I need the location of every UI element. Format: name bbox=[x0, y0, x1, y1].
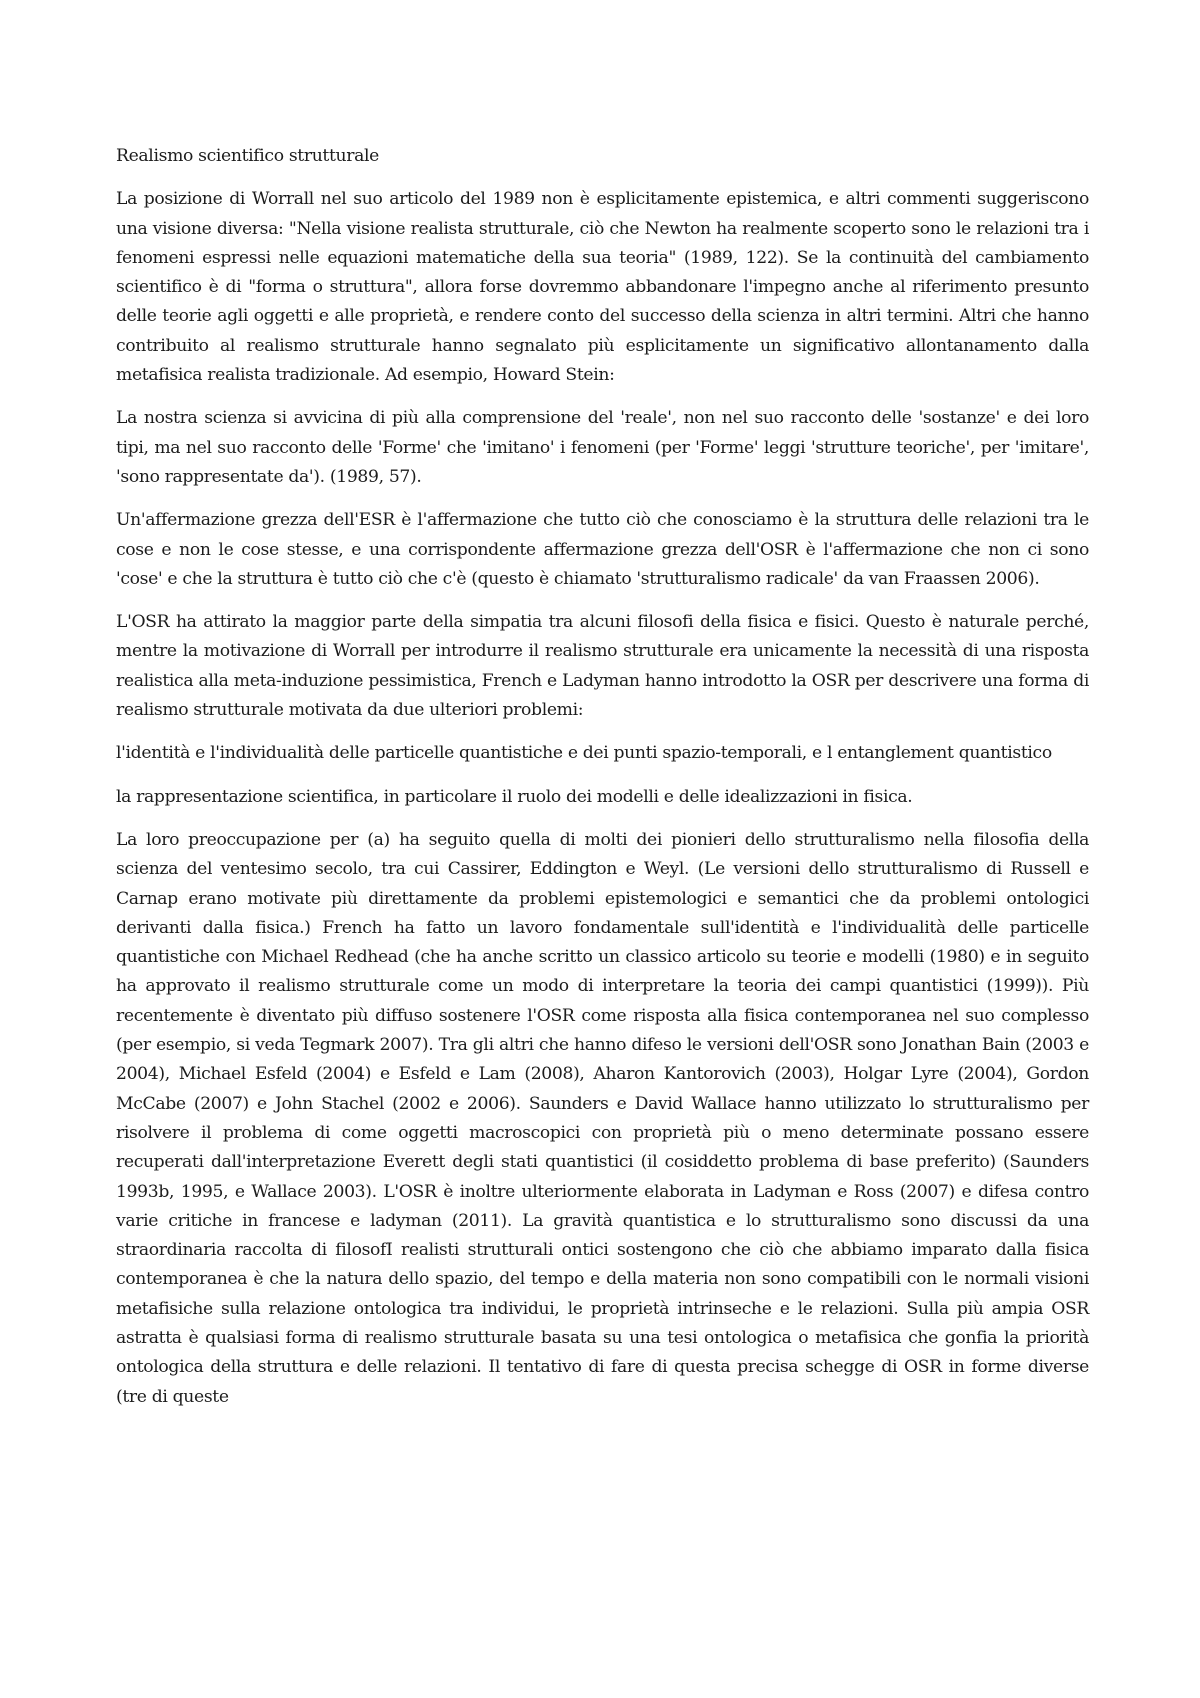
list-item-problem-b: la rappresentazione scientifica, in particolare il ruolo dei modelli e delle idealizzazioni in fisica. bbox=[116, 786, 913, 807]
list-item-problem-a: l'identità e l'individualità delle particelle quantistiche e dei punti spazio-temporali, e l entanglement quantistico bbox=[116, 743, 1052, 764]
paragraph-stein-quote: La nostra scienza si avvicina di più alla comprensione del 'reale', non nel suo racconto delle 'sostanze' e dei loro tipi, ma nel suo racconto delle 'Forme' che 'imitano' i fenomeni (per 'Forme' leggi 'strutture teoriche', per 'imitare', 'sono rappresentate da'). (1989, 57). bbox=[116, 408, 1089, 487]
document-page bbox=[116, 142, 1089, 1426]
paragraph-esr-osr: Un'affermazione grezza dell'ESR è l'affermazione che tutto ciò che conosciamo è la struttura delle relazioni tra le cose e non le cose stesse, e una corrispondente affermazione grezza dell'OSR è l'affermazione che non ci sono 'cose' e che la struttura è tutto ciò che c'è (questo è chiamato 'strutturalismo radicale' da van Fraassen 2006). bbox=[116, 510, 1089, 589]
paragraph-osr-sympathy: L'OSR ha attirato la maggior parte della simpatia tra alcuni filosofi della fisica e fisici. Questo è naturale perché, mentre la motivazione di Worrall per introdurre il realismo strutturale era unicamente la necessità di una risposta realistica alla meta-induzione pessimistica, French e Ladyman hanno introdotto la OSR per descrivere una forma di realismo strutturale motivata da due ulteriori problemi: bbox=[116, 612, 1089, 721]
document-title: Realismo scientifico strutturale bbox=[116, 146, 379, 166]
paragraph-worrall: La posizione di Worrall nel suo articolo del 1989 non è esplicitamente epistemica, e altri commenti suggeriscono una visione diversa: "Nella visione realista strutturale, ciò che Newton ha realmente scoperto sono le relazioni tra i fenomeni espressi nelle equazioni matematiche della sua teoria" (1989, 122). Se la continuità del cambiamento scientifico è di "forma o struttura", allora forse dovremmo abbandonare l'impegno anche al riferimento presunto delle teorie agli oggetti e alle proprietà, e rendere conto del successo della scienza in altri termini. Altri che hanno contribuito al realismo strutturale hanno segnalato più esplicitamente un significativo allontanamento dalla metafisica realista tradizionale. Ad esempio, Howard Stein: bbox=[116, 189, 1089, 386]
paragraph-preoccupation: La loro preoccupazione per (a) ha seguito quella di molti dei pionieri dello strutturalismo nella filosofia della scienza del ventesimo secolo, tra cui Cassirer, Eddington e Weyl. (Le versioni dello strutturalismo di Russell e Carnap erano motivate più direttamente da problemi epistemologici e semantici che da problemi ontologici derivanti dalla fisica.) French ha fatto un lavoro fondamentale sull'identità e l'individualità delle particelle quantistiche con Michael Redhead (che ha anche scritto un classico articolo su teorie e modelli (1980) e in seguito ha approvato il realismo strutturale come un modo di interpretare la teoria dei campi quantistici (1999)). Più recentemente è diventato più diffuso sostenere l'OSR come risposta alla fisica contemporanea nel suo complesso (per esempio, si veda Tegmark 2007). Tra gli altri che hanno difeso le versioni dell'OSR sono Jonathan Bain (2003 e 2004), Michael Esfeld (2004) e Esfeld e Lam (2008), Aharon Kantorovich (2003), Holgar Lyre (2004), Gordon McCabe (2007) e John Stachel (2002 e 2006). Saunders e David Wallace hanno utilizzato lo strutturalismo per risolvere il problema di come oggetti macroscopici con proprietà più o meno determinate possano essere recuperati dall'interpretazione Everett degli stati quantistici (il cosiddetto problema di base preferito) (Saunders 1993b, 1995, e Wallace 2003). L'OSR è inoltre ulteriormente elaborata in Ladyman e Ross (2007) e difesa contro varie critiche in francese e ladyman (2011). La gravità quantistica e lo strutturalismo sono discussi da una straordinaria raccolta di filosofI realisti strutturali ontici sostengono che ciò che abbiamo imparato dalla fisica contemporanea è che la natura dello spazio, del tempo e della materia non sono compatibili con le normali visioni metafisiche sulla relazione ontologica tra individui, le proprietà intrinseche e le relazioni. Sulla più ampia OSR astratta è qualsiasi forma di realismo strutturale basata su una tesi ontologica o metafisica che gonfia la priorità ontologica della struttura e delle relazioni. Il tentativo di fare di questa precisa schegge di OSR in forme diverse (tre di queste bbox=[116, 829, 1089, 1407]
